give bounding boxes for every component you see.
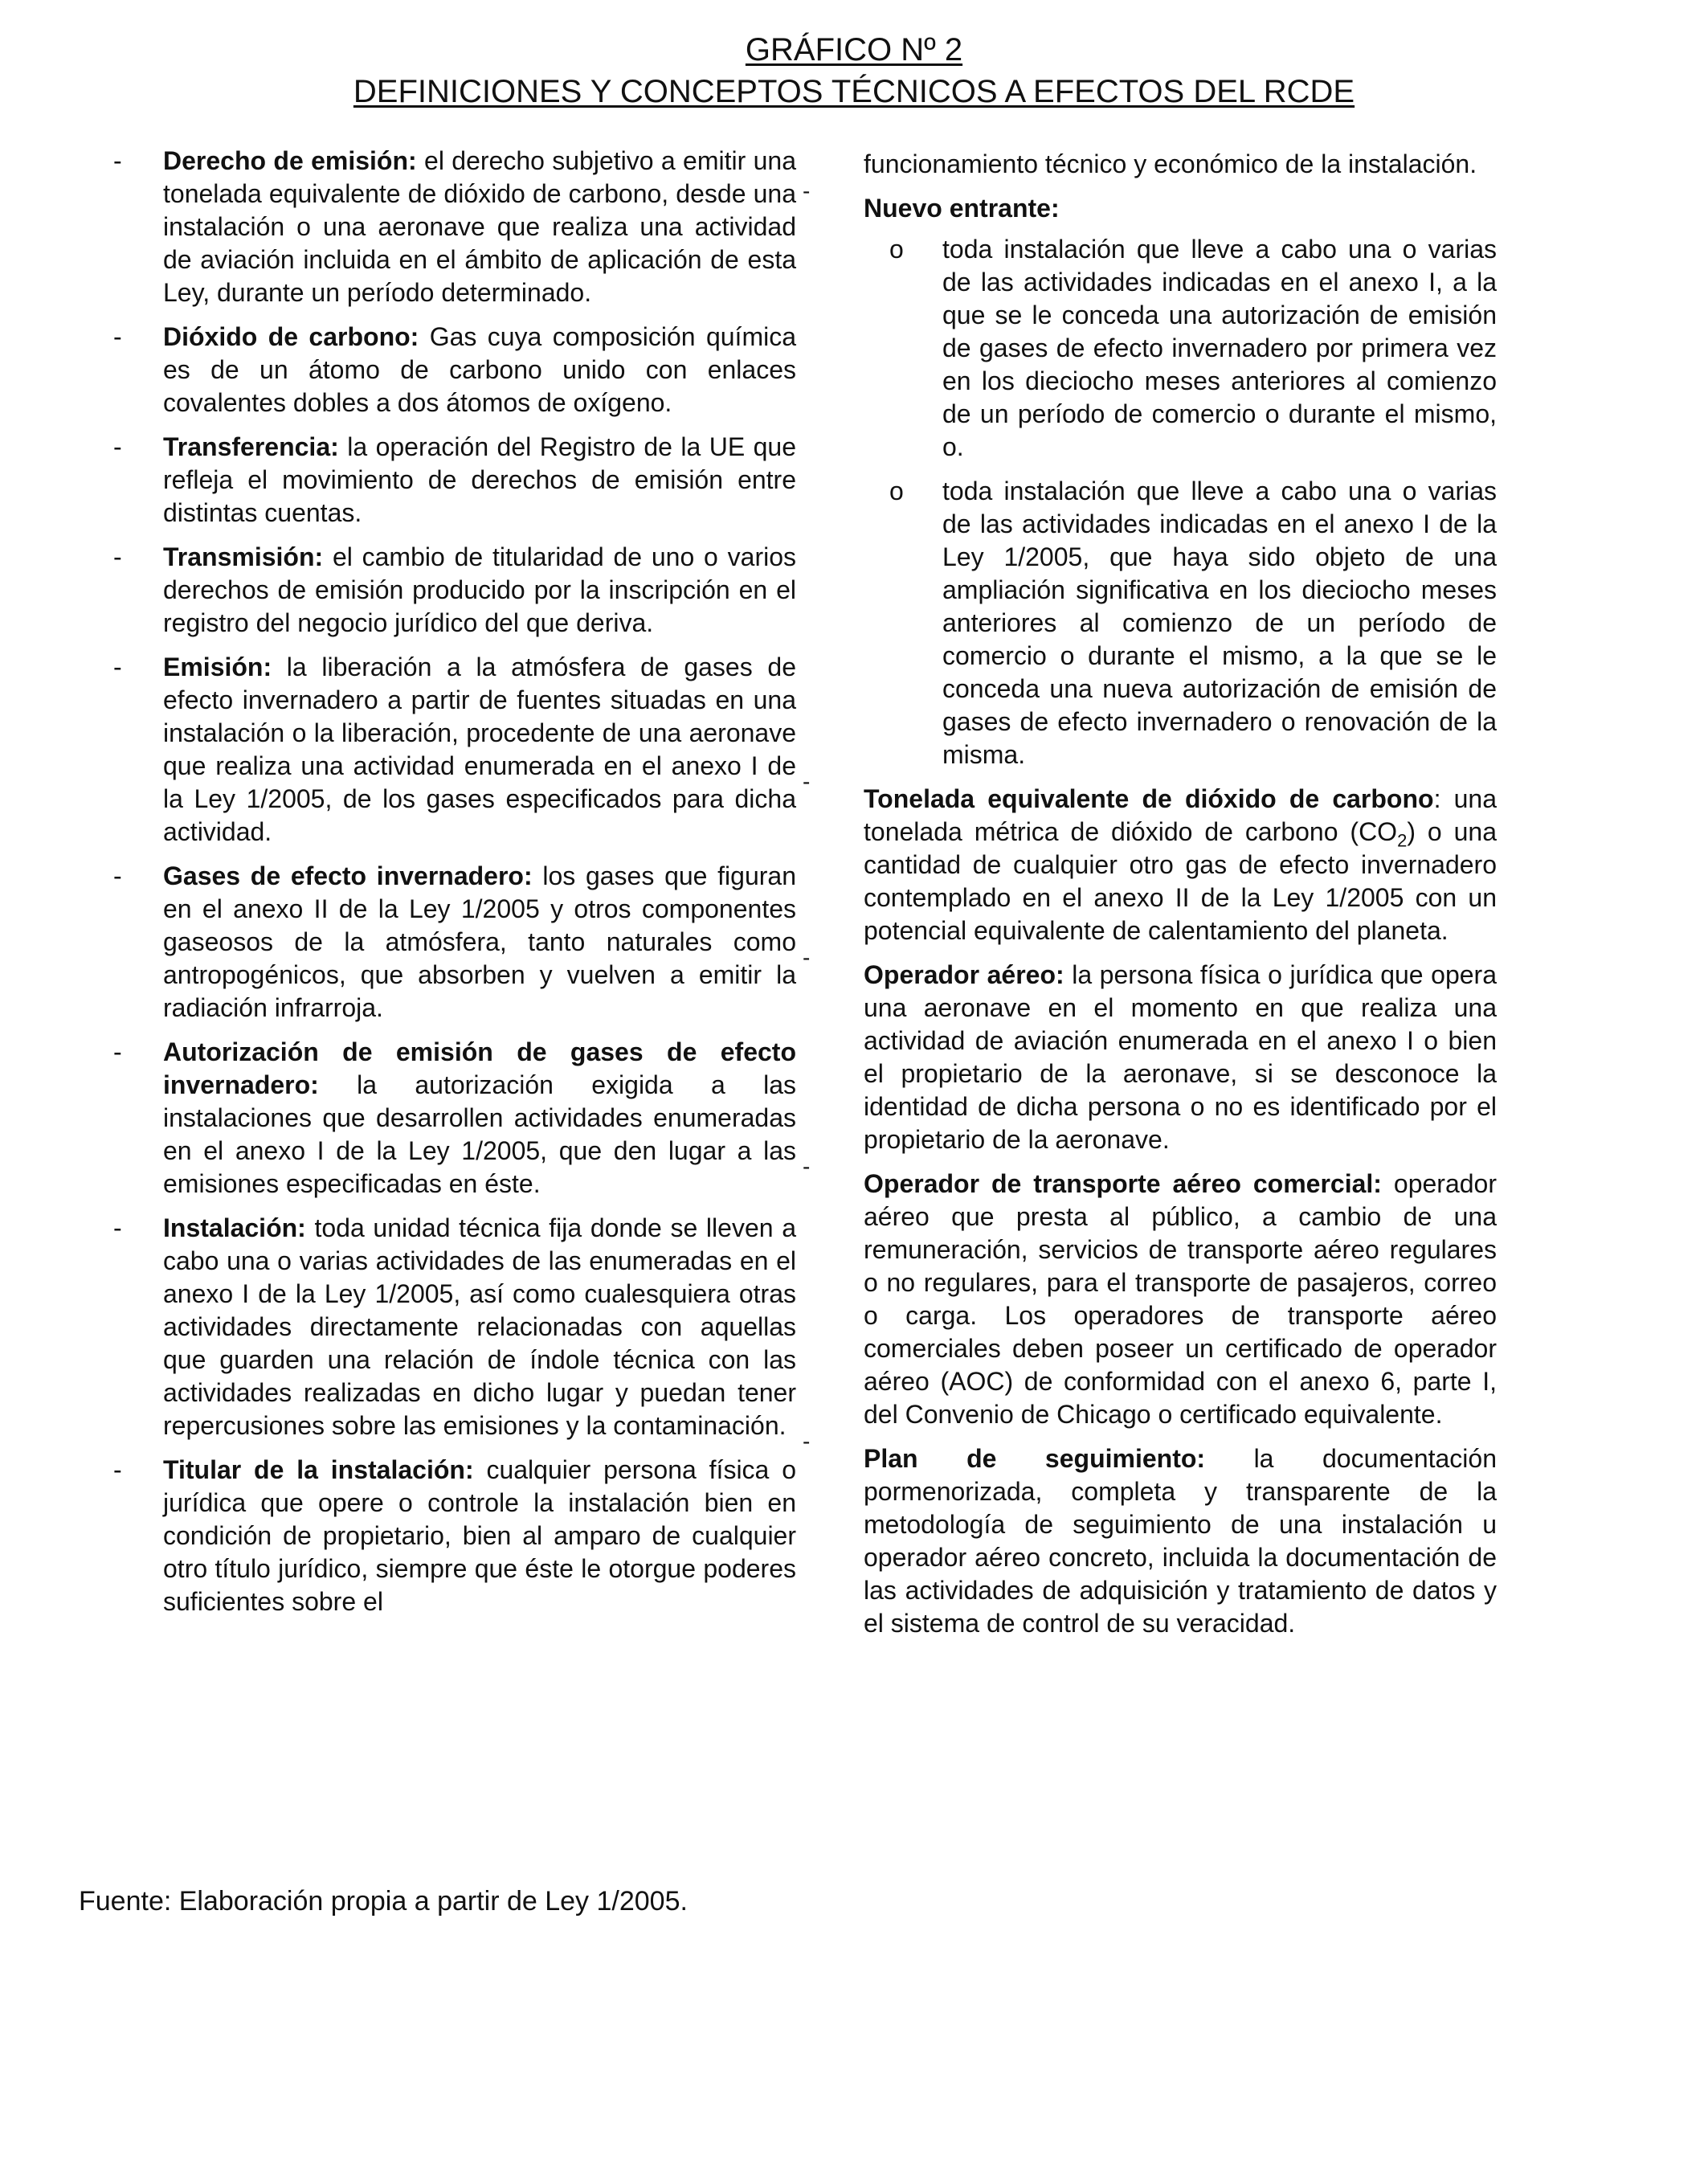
definition-text: una tonelada métrica de dióxido de carbono (CO: [864, 784, 1498, 846]
circle-bullet: o: [889, 235, 904, 264]
figure-number: GRÁFICO Nº 2: [745, 32, 963, 68]
definition-item: [803, 769, 1498, 947]
definition-text: la liberación a la atmósfera de gases de efecto invernadero a partir de fuentes situadas en una instalación o la liberación, procedente de una aeronave que realiza una actividad enumerada en el anexo I de la Ley 1/2005, de los gases especificados para dicha actividad.: [163, 652, 796, 846]
dash-bullet: -: [113, 1455, 122, 1484]
definition-term: Instalación:: [163, 1213, 306, 1242]
definition-item: [107, 321, 796, 419]
dash-bullet: -: [113, 1213, 122, 1242]
definition-term: Gases de efecto invernadero:: [163, 861, 533, 890]
definition-text: Gas cuya composición química es de un átomo de carbono unido con enlaces covalentes dobles a dos átomos de oxígeno.: [163, 322, 796, 417]
sub-list-item: [864, 233, 1497, 464]
definition-item: [107, 651, 796, 849]
subscript: 2: [1397, 830, 1408, 851]
definition-term: Transferencia:: [163, 432, 339, 461]
definition-text: cualquier persona física o jurídica que opere o controle la instalación bien en condición de propietario, bien al amparo de cualquier otro título jurídico, siempre que éste le otorgue poderes suficientes sobre el: [163, 1455, 797, 1616]
sub-list-text: toda instalación que lleve a cabo una o varias de las actividades indicadas en el anexo I de la Ley 1/2005, que haya sido objeto de una ampliación significativa en los dieciocho meses anteriores al comienzo de un período de comercio o durante el mismo, a la que se le conceda una nueva autorización de emisión de gases de efecto invernadero o renovación de la misma.: [942, 477, 1497, 769]
definition-text: el derecho subjetivo a emitir una tonelada equivalente de dióxido de carbono, desde una instalación o una aeronave que realiza una actividad de aviación incluida en el ámbito de aplicación de esta Ley, durante un período determinado.: [163, 146, 797, 307]
definition-text: funcionamiento técnico y económico de la instalación.: [864, 149, 1477, 178]
definition-term: Operador aéreo:: [864, 960, 1064, 989]
definition-item: [107, 1454, 796, 1618]
definition-term: Dióxido de carbono:: [163, 322, 419, 351]
definition-text: la documentación pormenorizada, completa y transparente de la metodología de seguimiento de una instalación u operador aéreo concreto, incluida la documentación de las actividades de adquisición y tratamiento de datos y el sistema de control de su veracidad.: [864, 1444, 1498, 1638]
definition-item: [803, 945, 1497, 1156]
definition-item: [803, 178, 1497, 771]
source-note: Fuente: Elaboración propia a partir de Ley 1/2005.: [79, 1886, 688, 1917]
dash-bullet: -: [113, 861, 122, 890]
definition-text: ) o una cantidad de cualquier otro gas de efecto invernadero contemplado en el anexo II de la Ley 1/2005 con un potencial equivalente de calentamiento del planeta.: [864, 817, 1498, 945]
definition-term: Nuevo entrante:: [864, 194, 1060, 223]
definition-item: [803, 1429, 1498, 1640]
dash-bullet: -: [113, 652, 122, 681]
dash-bullet: -: [803, 945, 811, 970]
definition-term: Derecho de emisión:: [163, 146, 417, 175]
definition-item: [107, 860, 796, 1025]
dash-bullet: -: [803, 1154, 811, 1179]
definition-item: [803, 1154, 1498, 1431]
definition-term: Autorización de emisión de gases de efecto invernadero:: [163, 1037, 796, 1099]
definition-term: Plan de seguimiento:: [864, 1444, 1206, 1473]
dash-bullet: -: [113, 1037, 122, 1066]
circle-bullet: o: [889, 477, 904, 505]
definition-text: operador aéreo que presta al público, a cambio de una remuneración, servicios de transporte aéreo regulares o no regulares, para el transporte de pasajeros, correo o carga. Los operadores de transporte aéreo comerciales deben poseer un certificado de operador aéreo (AOC) de conformidad con el anexo 6, parte I, del Convenio de Chicago o certificado equivalente.: [864, 1169, 1498, 1429]
definition-item: [107, 431, 796, 530]
left-column: [107, 145, 796, 1630]
sub-list: [864, 233, 1497, 771]
definition-text: la persona física o jurídica que opera una aeronave en el momento en que realiza una actividad de aviación enumerada en el anexo I o bien el propietario de la aeronave, si se desconoce la identidad de dicha persona o no es identificado por el propietario de la aeronave.: [864, 960, 1497, 1154]
definition-item: [107, 541, 796, 640]
dash-bullet: -: [113, 542, 122, 571]
dash-bullet: -: [113, 146, 122, 175]
continued-text: [846, 148, 1497, 181]
dash-bullet: -: [803, 1429, 811, 1454]
dash-bullet: -: [113, 432, 122, 461]
figure-heading: DEFINICIONES Y CONCEPTOS TÉCNICOS A EFECTOS DEL RCDE: [353, 74, 1355, 109]
definition-term: Tonelada equivalente de dióxido de carbono: [864, 784, 1434, 813]
definition-item: [107, 145, 796, 309]
definition-term: Transmisión:: [163, 542, 324, 571]
dash-bullet: -: [803, 178, 811, 203]
term-colon: :: [1433, 784, 1441, 813]
definition-text: toda unidad técnica fija donde se lleven a cabo una o varias actividades de las enumeradas en el anexo I de la Ley 1/2005, así como cualesquiera otras actividades directamente relacionadas con aquellas que guarden una relación de índole técnica con las actividades realizadas en dicho lugar y puedan tener repercusiones sobre las emisiones y la contaminación.: [163, 1213, 796, 1440]
definition-text: la autorización exigida a las instalaciones que desarrollen actividades enumeradas en el anexo I de la Ley 1/2005, que den lugar a las emisiones especificadas en éste.: [163, 1070, 796, 1198]
figure-title: [0, 29, 1708, 112]
sub-list-item: [864, 475, 1497, 771]
definition-term: Operador de transporte aéreo comercial:: [864, 1169, 1382, 1198]
sub-list-text: toda instalación que lleve a cabo una o varias de las actividades indicadas en el anexo I, a la que se le conceda una autorización de emisión de gases de efecto invernadero por primera vez en los dieciocho meses anteriores al comienzo de un período de comercio o durante el mismo, o.: [942, 235, 1497, 461]
definition-term: Emisión:: [163, 652, 272, 681]
dash-bullet: -: [113, 322, 122, 351]
definition-term: Titular de la instalación:: [163, 1455, 474, 1484]
definition-text: el cambio de titularidad de uno o varios derechos de emisión producido por la inscripción en el registro del negocio jurídico del que deriva.: [163, 542, 796, 637]
definition-text: los gases que figuran en el anexo II de la Ley 1/2005 y otros componentes gaseosos de la atmósfera, tanto naturales como antropogénicos, que absorben y vuelven a emitir la radiación infrarroja.: [163, 861, 797, 1022]
dash-bullet: -: [803, 769, 811, 794]
right-column: [803, 148, 1498, 1651]
definition-item: [107, 1036, 796, 1201]
definition-item: [107, 1212, 796, 1442]
definition-text: la operación del Registro de la UE que refleja el movimiento de derechos de emisión entre distintas cuentas.: [163, 432, 796, 527]
